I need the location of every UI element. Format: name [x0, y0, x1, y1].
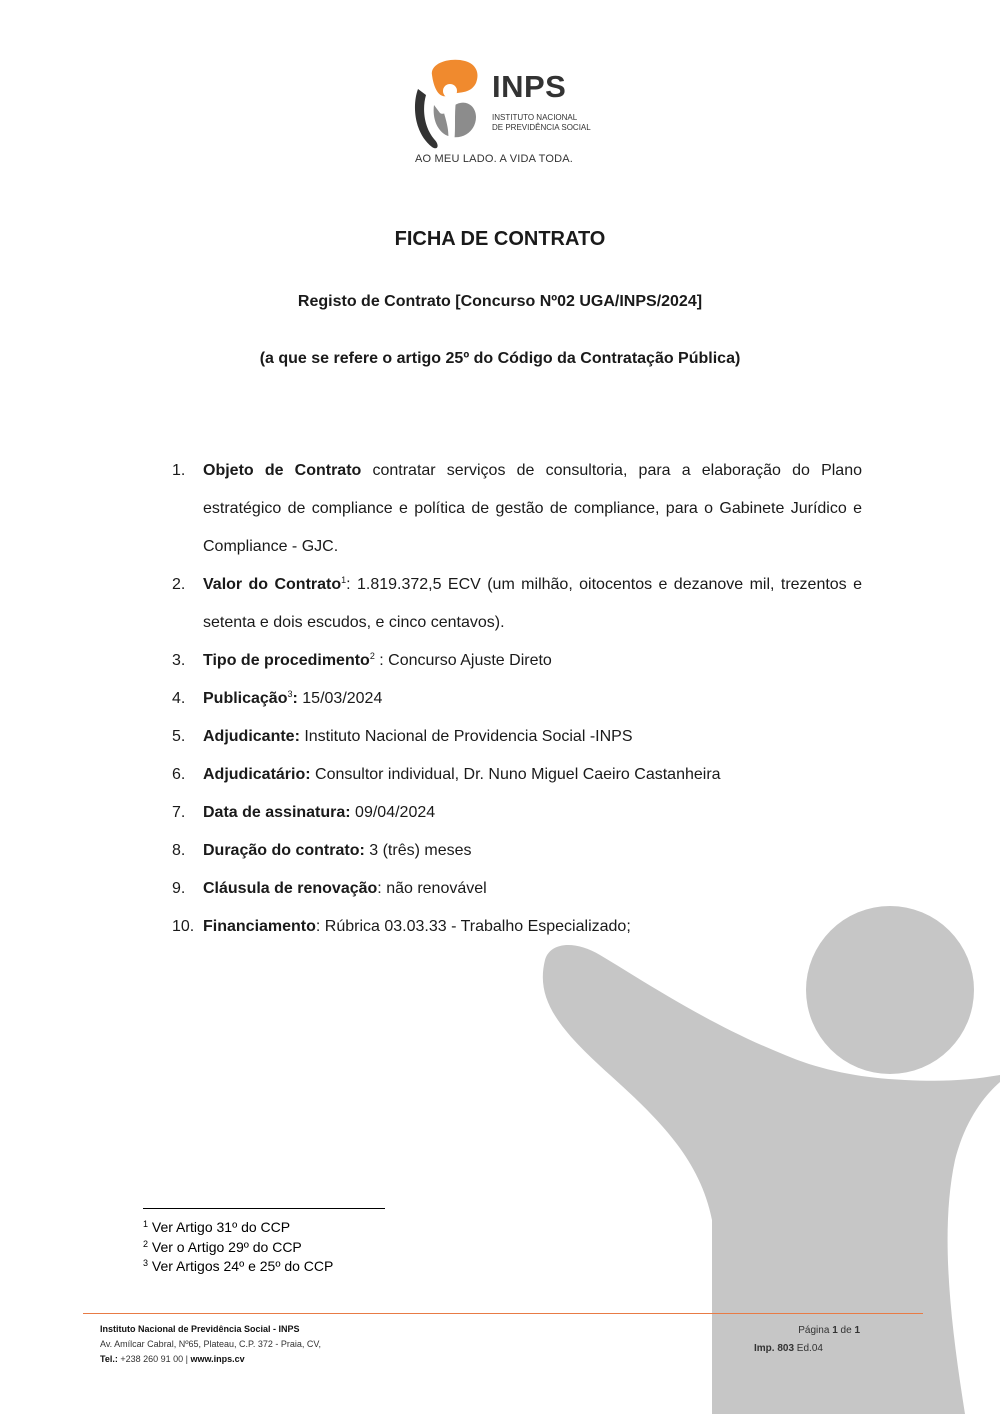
footnote	[143, 1218, 333, 1238]
form-code-label: Imp. 803	[754, 1343, 795, 1354]
contract-item-adjudicatario	[172, 756, 862, 794]
item-number: 9.	[172, 880, 186, 897]
item-label: Adjudicatário:	[203, 766, 311, 783]
item-label: Data de assinatura:	[203, 804, 351, 821]
item-number: 1.	[172, 462, 186, 479]
footnote-divider	[143, 1208, 385, 1209]
item-number: 7.	[172, 804, 186, 821]
footnote	[143, 1257, 333, 1277]
contract-item-signature-date	[172, 794, 862, 832]
item-number: 2.	[172, 576, 186, 593]
footnote-number: 3	[143, 1258, 149, 1268]
footer-address: Av. Amílcar Cabral, Nº65, Plateau, C.P. 372 - Praia, CV,	[100, 1339, 322, 1349]
footer-website-link[interactable]: www.inps.cv	[190, 1354, 245, 1364]
item-number: 5.	[172, 728, 186, 745]
item-number: 8.	[172, 842, 186, 859]
footer-tel-label: Tel.:	[100, 1354, 118, 1364]
item-number: 10.	[172, 918, 195, 935]
item-number: 4.	[172, 690, 186, 707]
contract-item-financing	[172, 908, 862, 946]
contract-item-renewal	[172, 870, 862, 908]
contract-items-list	[172, 452, 862, 946]
inps-logo	[410, 55, 595, 175]
item-value: 3 (três) meses	[364, 842, 472, 859]
footnote-text: Ver Artigo 31º do CCP	[148, 1219, 291, 1235]
contract-item-publication	[172, 680, 862, 718]
item-label: Duração do contrato:	[203, 842, 365, 859]
contract-item-object	[172, 452, 862, 566]
item-value: Instituto Nacional de Providencia Social -INPS	[299, 728, 633, 745]
logo-subtitle-line2: DE PREVIDÊNCIA SOCIAL	[492, 123, 591, 132]
footer-org: Instituto Nacional de Previdência Social - INPS	[100, 1324, 300, 1334]
item-separator: :	[292, 690, 298, 707]
document-title: FICHA DE CONTRATO	[394, 228, 606, 250]
contract-item-adjudicante	[172, 718, 862, 756]
footnote-ref: 3	[287, 689, 293, 699]
item-value: Consultor individual, Dr. Nuno Miguel Caeiro Castanheira	[310, 766, 721, 783]
item-label: Adjudicante:	[203, 728, 300, 745]
page-number	[754, 1322, 860, 1340]
logo-title: INPS	[492, 69, 567, 104]
item-label: Valor do Contrato	[203, 576, 342, 593]
footnote-ref: 2	[369, 651, 375, 661]
contract-item-duration	[172, 832, 862, 870]
logo-subtitle-line1: INSTITUTO NACIONAL	[492, 113, 578, 122]
footer-contact	[100, 1322, 321, 1367]
item-value: contratar serviços de consultoria, para a elaboração do Plano estratégico de compliance e política de gestão de compliance, para o Gabinete Jurídico e Compliance - GJC.	[203, 462, 862, 555]
footnote	[143, 1238, 333, 1258]
item-value: : Concurso Ajuste Direto	[374, 652, 552, 669]
form-code	[754, 1340, 860, 1358]
footnote-text: Ver Artigos 24º e 25º do CCP	[148, 1258, 334, 1274]
page-of: de	[837, 1325, 855, 1336]
footer-page-info	[754, 1322, 860, 1358]
item-number: 3.	[172, 652, 186, 669]
footnote-text: Ver o Artigo 29º do CCP	[148, 1238, 302, 1255]
footer-divider	[83, 1313, 923, 1314]
page-label: Página	[798, 1325, 833, 1336]
form-edition: Ed.04	[794, 1343, 823, 1354]
item-value: 15/03/2024	[297, 690, 383, 707]
document-subtitle-reference: (a que se refere o artigo 25º do Código da Contratação Pública)	[259, 350, 741, 367]
document-subtitle-registry: Registo de Contrato [Concurso Nº02 UGA/INPS/2024]	[297, 293, 703, 310]
contract-item-value	[172, 566, 862, 642]
logo-slogan: AO MEU LADO. A VIDA TODA.	[415, 153, 574, 165]
footnote-number: 2	[143, 1238, 149, 1249]
footnote-ref: 1	[341, 575, 347, 585]
item-label: Tipo de procedimento	[203, 652, 370, 669]
page-total: 1	[854, 1325, 860, 1336]
item-value: : 1.819.372,5 ECV (um milhão, oitocentos e dezanove mil, trezentos e setenta e dois escudos, e cinco centavos).	[203, 576, 862, 631]
footnotes	[143, 1218, 333, 1277]
item-label: Publicação	[203, 690, 288, 707]
footnote-number: 1	[143, 1219, 149, 1229]
item-value: : não renovável	[377, 880, 487, 897]
item-label: Financiamento	[203, 918, 316, 935]
item-number: 6.	[172, 766, 186, 783]
logo-subtitle	[492, 113, 591, 133]
item-label: Cláusula de renovação	[203, 880, 378, 897]
item-value: 09/04/2024	[350, 804, 436, 821]
item-value: : Rúbrica 03.03.33 - Trabalho Especializado;	[315, 918, 631, 935]
item-label: Objeto de Contrato	[203, 462, 362, 479]
inps-logo-icon	[410, 55, 488, 150]
contract-item-procedure	[172, 642, 862, 680]
page-current: 1	[832, 1325, 838, 1336]
footer-tel: +238 260 91 00 |	[117, 1354, 191, 1364]
